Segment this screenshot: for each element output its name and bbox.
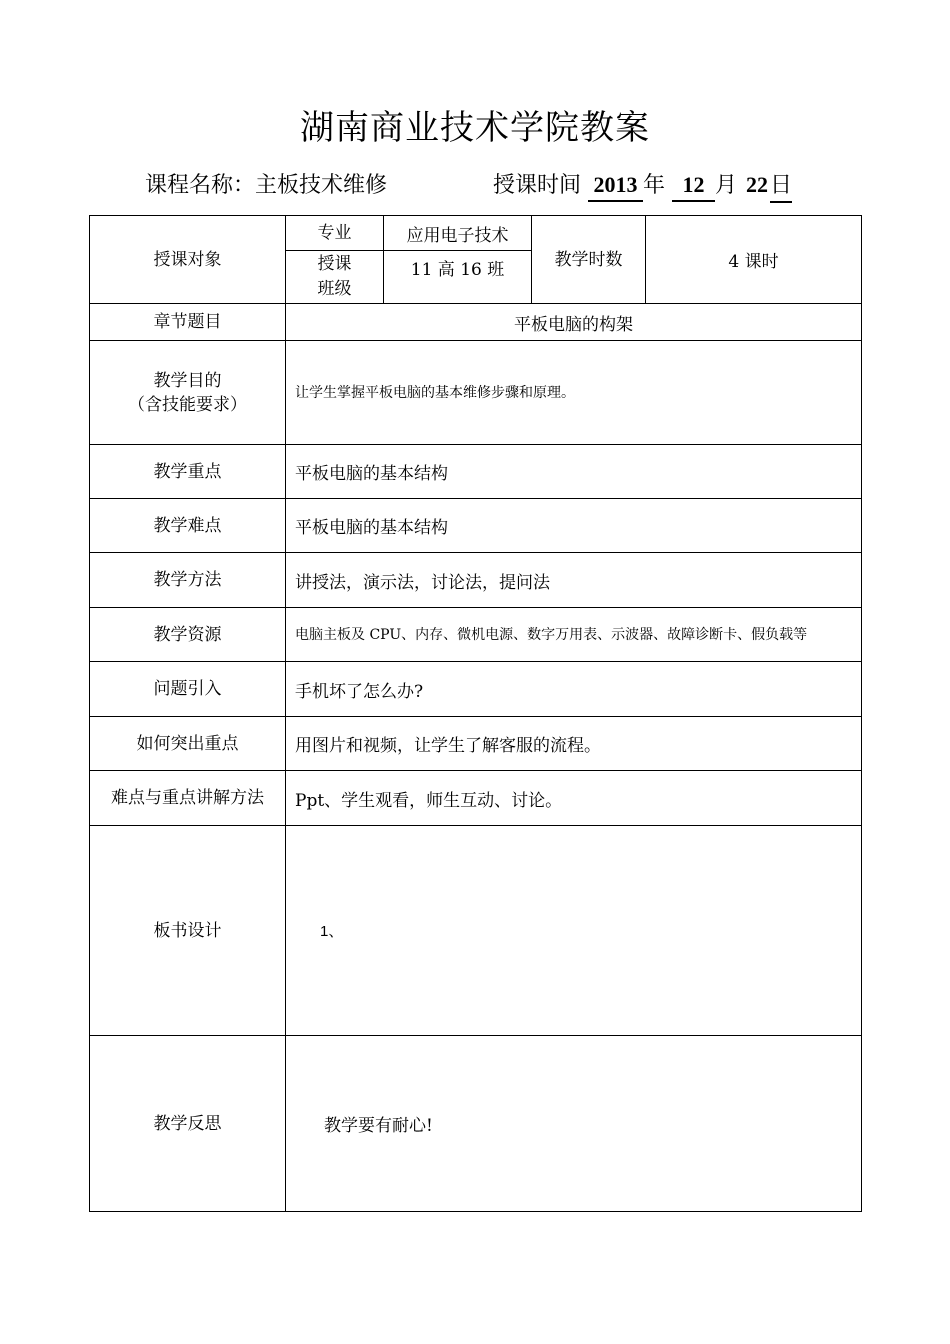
explain-method-label: 难点与重点讲解方法 <box>90 771 286 826</box>
table-row <box>90 304 862 341</box>
major-value: 应用电子技术 <box>384 216 532 251</box>
highlight-value: 用图片和视频，让学生了解客服的流程。 <box>286 717 862 771</box>
lesson-time-line <box>493 168 792 203</box>
table-row <box>90 553 862 608</box>
class-label-line1: 授课 <box>317 254 352 274</box>
table-row <box>90 216 862 251</box>
course-name-label: 课程名称： <box>145 173 256 198</box>
objective-label <box>90 341 286 445</box>
class-value: 11 高 16 班 <box>384 251 532 304</box>
chapter-label: 章节题目 <box>90 304 286 341</box>
method-value: 讲授法，演示法，讨论法，提问法 <box>286 553 862 608</box>
method-label: 教学方法 <box>90 553 286 608</box>
objective-label-line1: 教学目的 <box>153 370 222 391</box>
key-point-value: 平板电脑的基本结构 <box>286 445 862 499</box>
table-row <box>90 341 862 445</box>
resource-label: 教学资源 <box>90 608 286 662</box>
difficulty-label: 教学难点 <box>90 499 286 553</box>
board-design-value: 1、 <box>286 826 862 1036</box>
month-unit: 月 <box>715 173 738 198</box>
lesson-year: 2013 <box>588 172 643 202</box>
table-row <box>90 771 862 826</box>
table-row <box>90 1036 862 1212</box>
target-label: 授课对象 <box>90 216 286 304</box>
year-unit: 年 <box>643 173 666 198</box>
table-row <box>90 717 862 771</box>
hours-label: 教学时数 <box>532 216 646 304</box>
highlight-label: 如何突出重点 <box>90 717 286 771</box>
difficulty-value: 平板电脑的基本结构 <box>286 499 862 553</box>
lesson-month: 12 <box>672 172 715 202</box>
table-row <box>90 499 862 553</box>
table-row <box>90 826 862 1036</box>
chapter-value: 平板电脑的构架 <box>286 304 862 341</box>
resource-value: 电脑主板及 CPU、内存、微机电源、数字万用表、示波器、故障诊断卡、假负载等 <box>286 608 862 662</box>
reflection-value: 教学要有耐心! <box>286 1036 862 1212</box>
objective-label-line2: （含技能要求） <box>128 394 247 415</box>
course-name-line <box>145 168 387 199</box>
question-label: 问题引入 <box>90 662 286 717</box>
class-label-line2: 班级 <box>317 279 352 299</box>
reflection-label: 教学反思 <box>90 1036 286 1212</box>
day-unit: 日 <box>770 168 792 203</box>
class-label <box>286 251 384 304</box>
table-row <box>90 608 862 662</box>
lesson-time-label: 授课时间 <box>493 173 582 198</box>
question-value: 手机坏了怎么办? <box>286 662 862 717</box>
page-title: 湖南商业技术学院教案 <box>300 108 650 148</box>
course-name-value: 主板技术维修 <box>255 173 388 198</box>
key-point-label: 教学重点 <box>90 445 286 499</box>
major-label: 专业 <box>286 216 384 251</box>
table-row <box>90 662 862 717</box>
explain-method-value: Ppt、学生观看，师生互动、讨论。 <box>286 771 862 826</box>
lesson-plan-table <box>89 215 862 1212</box>
board-design-label: 板书设计 <box>90 826 286 1036</box>
table-row <box>90 445 862 499</box>
objective-value: 让学生掌握平板电脑的基本维修步骤和原理。 <box>286 341 862 445</box>
hours-value: 4 课时 <box>646 216 862 304</box>
lesson-day: 22 <box>746 172 769 197</box>
